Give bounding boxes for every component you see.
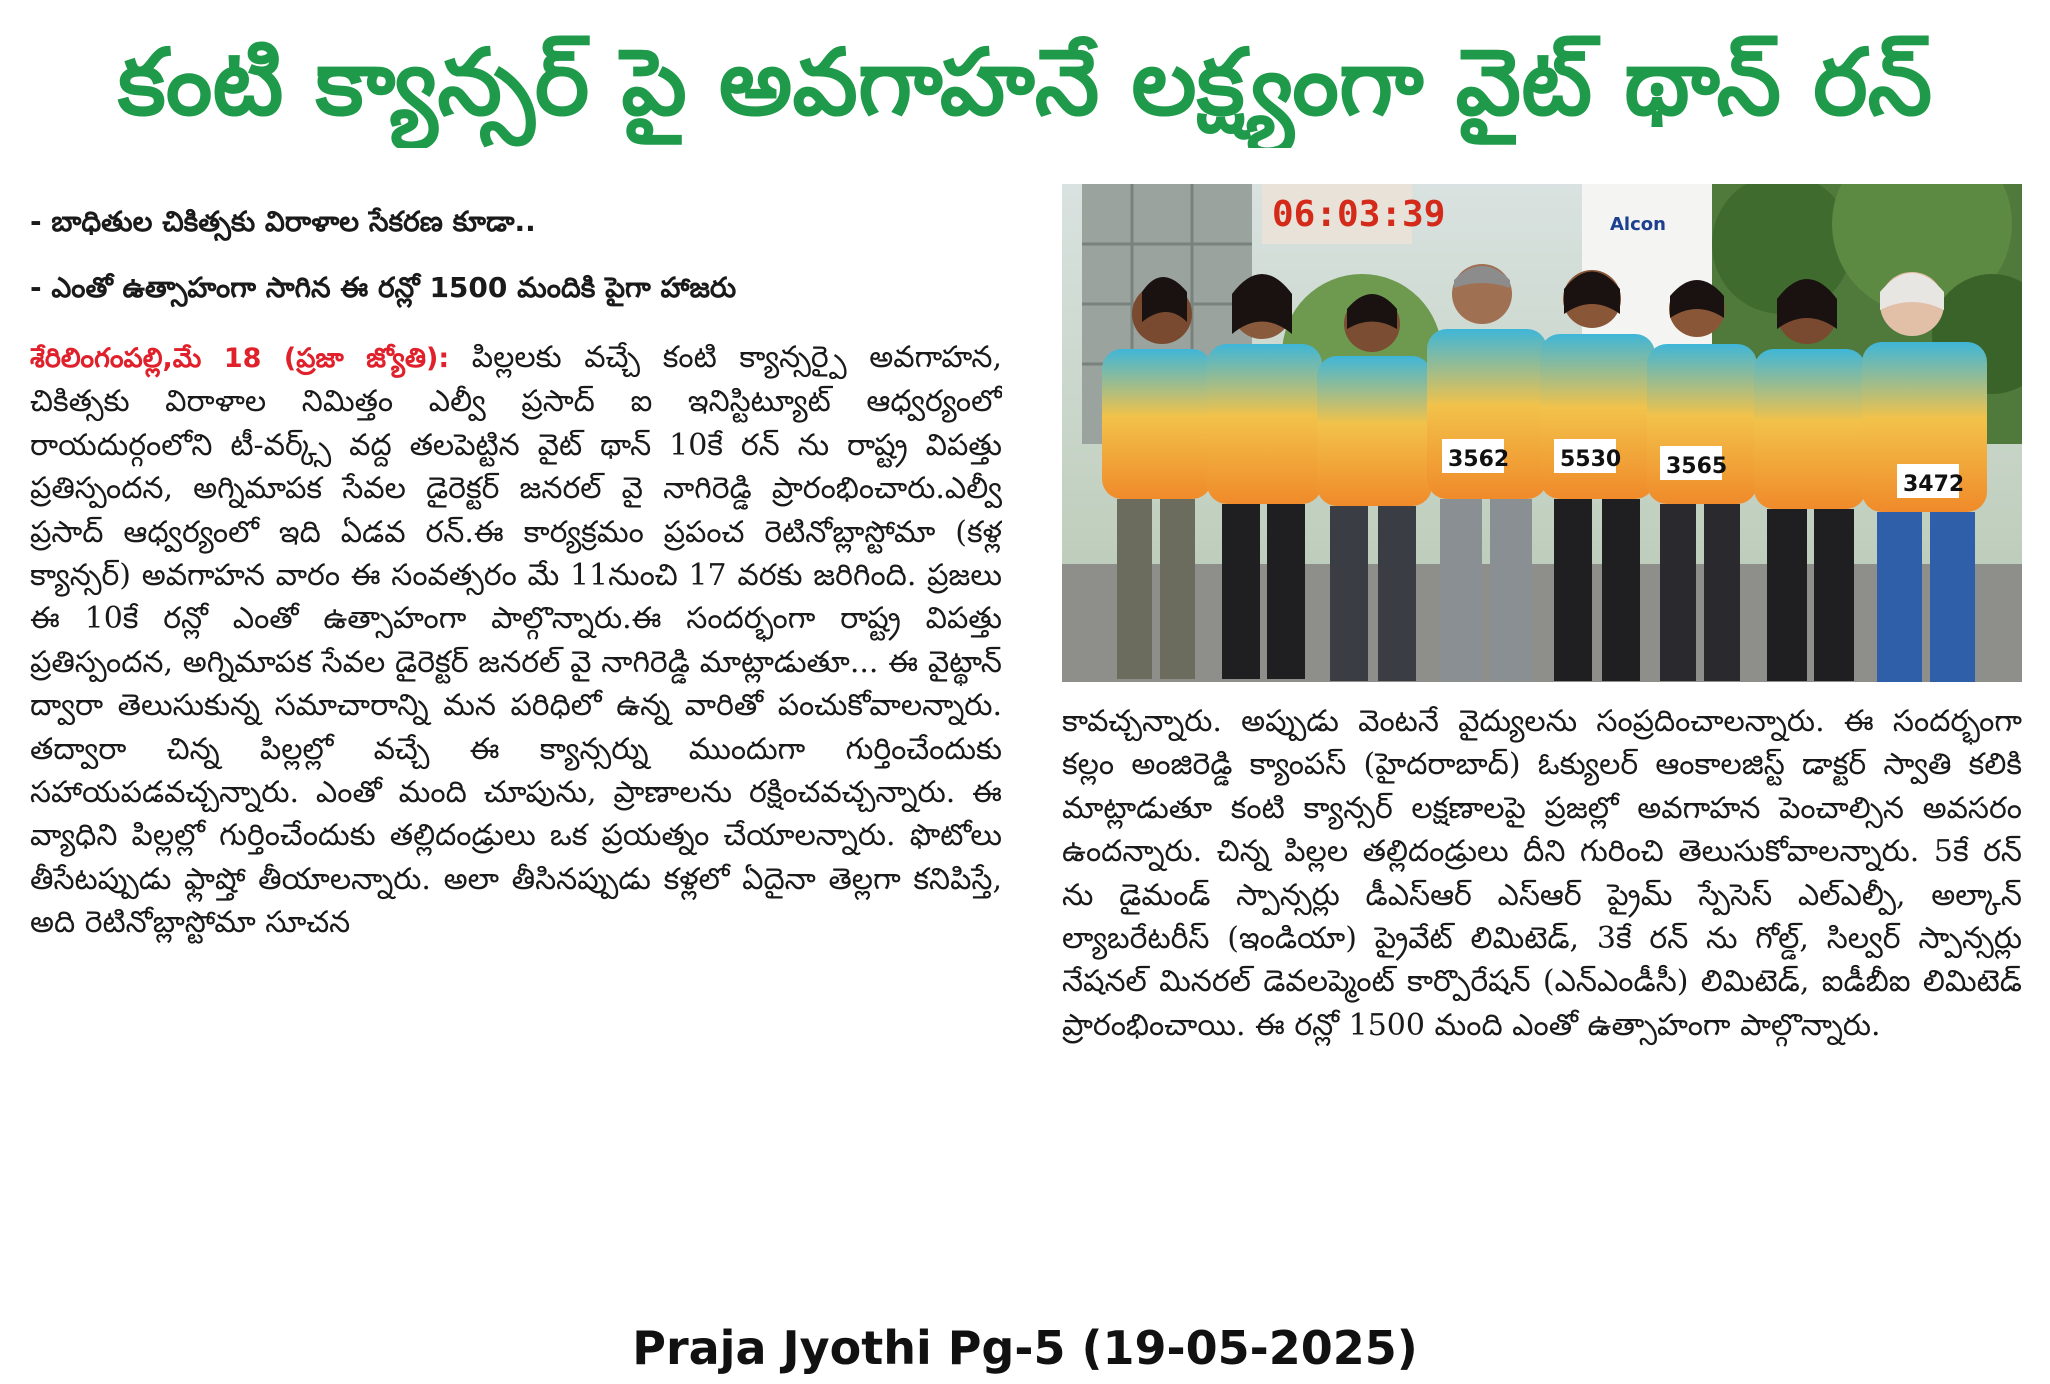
article-body-right bbox=[1062, 700, 2022, 1290]
bib-number-1: 3562 bbox=[1448, 447, 1510, 472]
article-text-right: కావచ్చన్నారు. అప్పుడు వెంటనే వైద్యులను సంప్రదించాలన్నారు. ఈ సందర్భంగా కల్లం అంజిరెడ్డి క్యాంపస్ (హైదరాబాద్) ఓక్యులర్ ఆంకాలజిస్ట్ డాక్టర్ స్వాతి కలికి మాట్లాడుతూ కంటి క్యాన్సర్ లక్షణాలపై ప్రజల్లో అవగాహన పెంచాల్సిన అవసరం ఉందన్నారు. చిన్న పిల్లల తల్లిదండ్రులు దీని గురించి తెలుసుకోవాలన్నారు. 5కే రన్ ను డైమండ్ స్పాన్సర్లు డీఎస్ఆర్ ఎస్ఆర్ ప్రైమ్ స్పేసెస్ ఎల్ఎల్పీ, అల్కాన్ ల్యాబరేటరీస్ (ఇండియా) ప్రైవేట్ లిమిటెడ్, 3కే రన్ ను గోల్డ్, సిల్వర్ స్పాన్సర్లు నేషనల్ మినరల్ డెవలప్మెంట్ కార్పొరేషన్ (ఎన్ఎండీసీ) లిమిటెడ్, ఐడీబీఐ లిమిటెడ్ ప్రారంభించాయి. ఈ రన్లో 1500 మంది ఎంతో ఉత్సాహంగా పాల్గొన్నారు. bbox=[1062, 704, 2022, 1043]
subheadline-donations: - బాధితుల చికిత్సకు విరాళాల సేకరణ కూడా.. bbox=[30, 205, 536, 238]
publication-footer: Praja Jyothi Pg-5 (19-05-2025) bbox=[632, 1321, 1418, 1375]
article-text-left: పిల్లలకు వచ్చే కంటి క్యాన్సర్పై అవగాహన, చికిత్సకు విరాళాల నిమిత్తం ఎల్వీ ప్రసాద్ ఐ ఇనిస్టిట్యూట్ ఆధ్వర్యంలో రాయదుర్గంలోని టీ-వర్క్స్ వద్ద తలపెట్టిన వైట్ థాన్ 10కే రన్ ను రాష్ట్ర విపత్తు ప్రతిస్పందన, అగ్నిమాపక సేవల డైరెక్టర్ జనరల్ వై నాగిరెడ్డి ప్రారంభించారు.ఎల్వీ ప్రసాద్ ఆధ్వర్యంలో ఇది ఏడవ రన్.ఈ కార్యక్రమం ప్రపంచ రెటినోబ్లాస్టోమా (కళ్ల క్యాన్సర్) అవగాహన వారం ఈ సంవత్సరం మే 11నుంచి 17 వరకు జరిగింది. ప్రజలు ఈ 10కే రన్లో ఎంతో ఉత్సాహంగా పాల్గొన్నారు.ఈ సందర్భంగా రాష్ట్ర విపత్తు ప్రతిస్పందన, అగ్నిమాపక సేవల డైరెక్టర్ జనరల్ వై నాగిరెడ్డి మాట్లాడుతూ... ఈ వైట్థాన్ ద్వారా తెలుసుకున్న సమాచారాన్ని మన పరిధిలో ఉన్న వారితో పంచుకోవాలన్నారు. తద్వారా చిన్న పిల్లల్లో వచ్చే ఈ క్యాన్సర్ను ముందుగా గుర్తించేందుకు సహాయపడవచ్చన్నారు. ఎంతో మంది చూపును, ప్రాణాలను రక్షించవచ్చన్నారు. ఈ వ్యాధిని పిల్లల్లో గుర్తించేందుకు తల్లిదండ్రులు ఒక ప్రయత్నం చేయాలన్నారు. ఫొటోలు తీసేటప్పుడు ఫ్లాష్తో తీయాలన్నారు. అలా తీసినప్పుడు కళ్లలో ఏదైనా తెల్లగా కనిపిస్తే, అది రెటినోబ్లాస్టోమా సూచన bbox=[30, 340, 1002, 941]
headline: కంటి క్యాన్సర్ పై అవగాహనే లక్ష్యంగా వైట్ థాన్ రన్ bbox=[117, 29, 1933, 136]
bib-number-4: 3472 bbox=[1903, 472, 1965, 497]
sponsor-brand: Alcon bbox=[1610, 214, 1666, 235]
subheadline-attendance: - ఎంతో ఉత్సాహంగా సాగిన ఈ రన్లో 1500 మందికి పైగా హాజరు bbox=[30, 271, 737, 304]
bib-number-2: 5530 bbox=[1560, 447, 1622, 472]
dateline: శేరిలింగంపల్లి,మే 18 (ప్రజా జ్యోతి): bbox=[30, 343, 450, 374]
runners-group-photo bbox=[1062, 184, 2022, 682]
race-timer: 06:03:39 bbox=[1272, 194, 1446, 235]
article-body-left bbox=[30, 336, 1002, 1298]
event-photo bbox=[1062, 184, 2022, 682]
bib-number-3: 3565 bbox=[1666, 454, 1728, 479]
